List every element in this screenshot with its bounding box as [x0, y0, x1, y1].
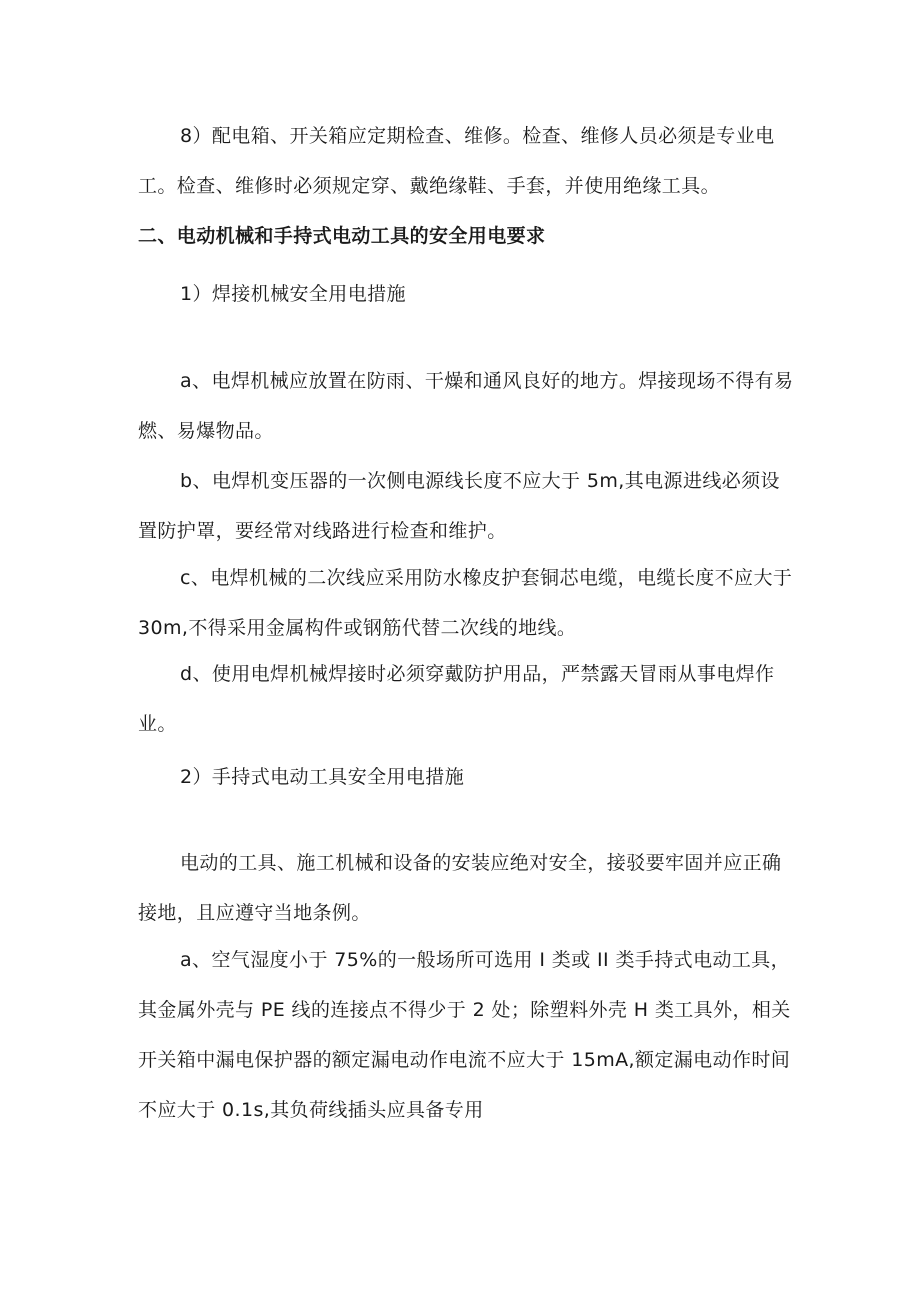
- section-heading: 二、电动机械和手持式电动工具的安全用电要求: [138, 225, 546, 247]
- paragraph-welding-d: d、使用电焊机械焊接时必须穿戴防护用品，严禁露天冒雨从事电焊作业。: [138, 663, 775, 735]
- paragraph-welding-c: c、电焊机械的二次线应采用防水橡皮护套铜芯电缆，电缆长度不应大于 30m,不得采用金属构件或钢筋代替二次线的地线。: [138, 567, 793, 639]
- paragraph-welding-b: b、电焊机变压器的一次侧电源线长度不应大于 5m,其电源进线必须设置防护罩，要经常对线路进行检查和维护。: [138, 470, 780, 542]
- paragraph-electric-tools-installation: 电动的工具、施工机械和设备的安装应绝对安全，接驳要牢固并应正确接地，且应遵守当地条例。: [138, 852, 782, 924]
- subsection-heading-handheld-tools: 2）手持式电动工具安全用电措施: [180, 766, 465, 788]
- paragraph-handheld-a: a、空气湿度小于 75%的一般场所可选用 I 类或 II 类手持式电动工具，其金属外壳与 PE 线的连接点不得少于 2 处；除塑料外壳 H 类工具外，相关开关箱中漏电保护器的额定漏电动作电流不应大于 15mA,额定漏电动作时间不应大于 0.1s,其负荷线插头应具备专用: [138, 949, 791, 1121]
- paragraph-distribution-box-maintenance: 8）配电箱、开关箱应定期检查、维修。检查、维修人员必须是专业电工。检查、维修时必须规定穿、戴绝缘鞋、手套，并使用绝缘工具。: [138, 125, 775, 197]
- paragraph-welding-a: a、电焊机械应放置在防雨、干燥和通风良好的地方。焊接现场不得有易燃、易爆物品。: [138, 370, 794, 442]
- subsection-heading-welding: 1）焊接机械安全用电措施: [180, 283, 406, 305]
